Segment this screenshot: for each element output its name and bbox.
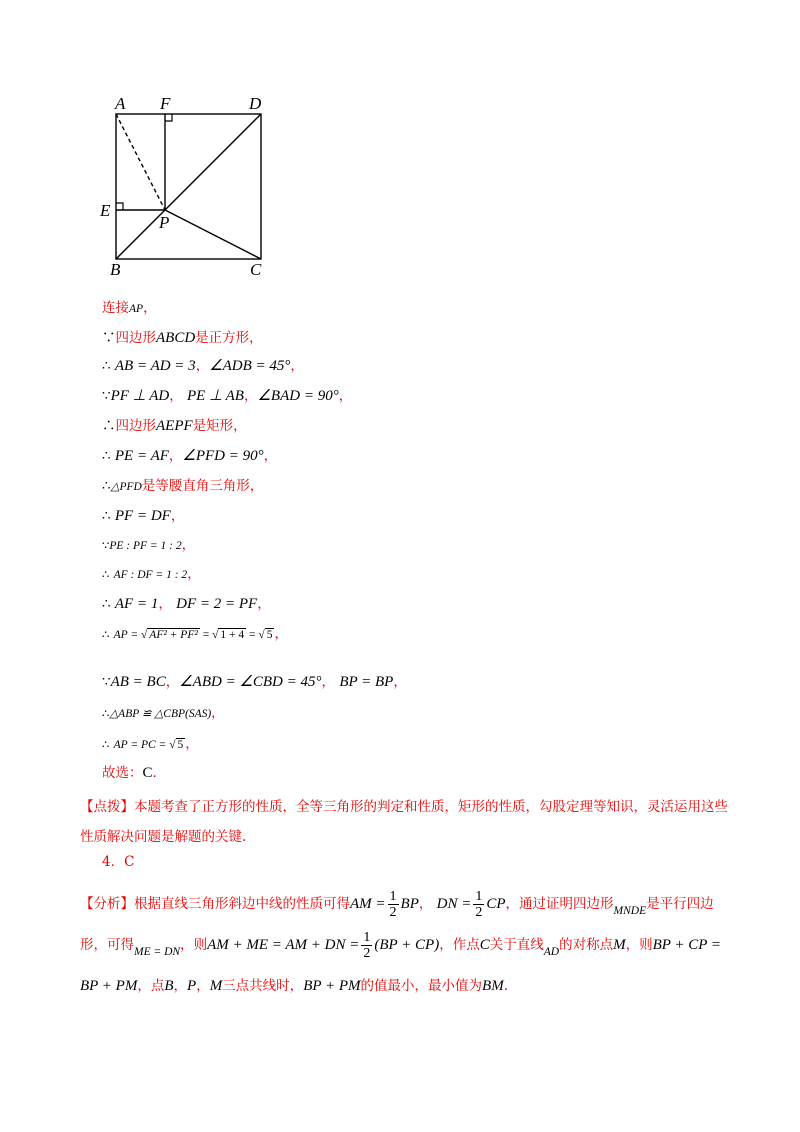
step-12: ∴ AP = √ AF² + PF² = √ 1 + 4 = √ 5 ， — [102, 626, 288, 642]
step-6: ∴ PE = AF，∠PFD = 90°， — [102, 448, 278, 464]
label-a: A — [115, 94, 126, 113]
fraction-half-2: $\frac{1}{2}$ — [475, 889, 483, 920]
fraction-half-3: $\frac{1}{2}$ — [363, 930, 371, 961]
remark-tag: 【点拨】 — [80, 799, 134, 815]
right-angle-f — [165, 114, 172, 121]
step-1: 连接AP， — [102, 300, 157, 316]
label-c: C — [250, 260, 262, 279]
step-5: ∴四边形AEPF是矩形， — [102, 418, 247, 434]
dashed-ap — [116, 114, 165, 210]
step-2: ∵四边形ABCD是正方形， — [102, 330, 263, 346]
step-10: ∴ AF : DF = 1 : 2， — [102, 566, 201, 582]
fraction-half-1: $\frac{1}{2}$ — [389, 889, 397, 920]
right-angle-e — [116, 203, 123, 210]
label-b: B — [110, 260, 121, 279]
remark-paragraph — [80, 792, 730, 852]
segment-pc — [165, 210, 261, 259]
remark-text: 本题考查了正方形的性质，全等三角形的判定和性质，矩形的性质，勾股定理等知识，灵活运用这些性质解决问题是解题的关键. — [80, 799, 728, 845]
diagonal-bd — [116, 114, 261, 259]
step-8: ∴ PF = DF， — [102, 508, 185, 524]
label-d: D — [249, 94, 262, 113]
label-e: E — [100, 201, 111, 220]
step-7: ∴△PFD是等腰直角三角形， — [102, 478, 264, 494]
step-4: ∵PF ⊥ AD， PE ⊥ AB，∠BAD = 90°， — [102, 388, 353, 404]
step-9: ∵PE : PF = 1 : 2， — [102, 537, 196, 553]
step-15: ∴ AP = PC = √ 5 ， — [102, 736, 199, 752]
question-4-answer: 4．C — [102, 854, 135, 870]
step-13: ∵AB = BC，∠ABD = ∠CBD = 45°， BP = BP， — [102, 674, 407, 690]
square-abcd-figure — [95, 90, 285, 280]
label-f: F — [160, 94, 171, 113]
step-16: 故选：C． — [102, 765, 167, 781]
step-3: ∴ AB = AD = 3，∠ADB = 45°， — [102, 358, 304, 374]
step-11: ∴ AF = 1， DF = 2 = PF， — [102, 596, 271, 612]
step-14: ∴△ABP ≌ △CBP(SAS)， — [102, 705, 225, 721]
analysis-tag: 【分析】 — [80, 896, 134, 912]
label-p: P — [159, 213, 170, 232]
analysis-paragraph: 【分析】根据直线三角形斜边中线的性质可得AM = $\frac{1}{2}$ BP， DN = $\frac{1}{2}$ CP，通过证明四边形MNDE是平行四边形，可得ME = DN，则AM + ME = AM + DN = $\frac{1}{2}$ (BP + CP)，作点C关于直线AD的对称点M，则BP + CP = BP + PM，点B，P，M三点共线时，BP + PM的值最小，最小值为BM. — [80, 889, 722, 994]
